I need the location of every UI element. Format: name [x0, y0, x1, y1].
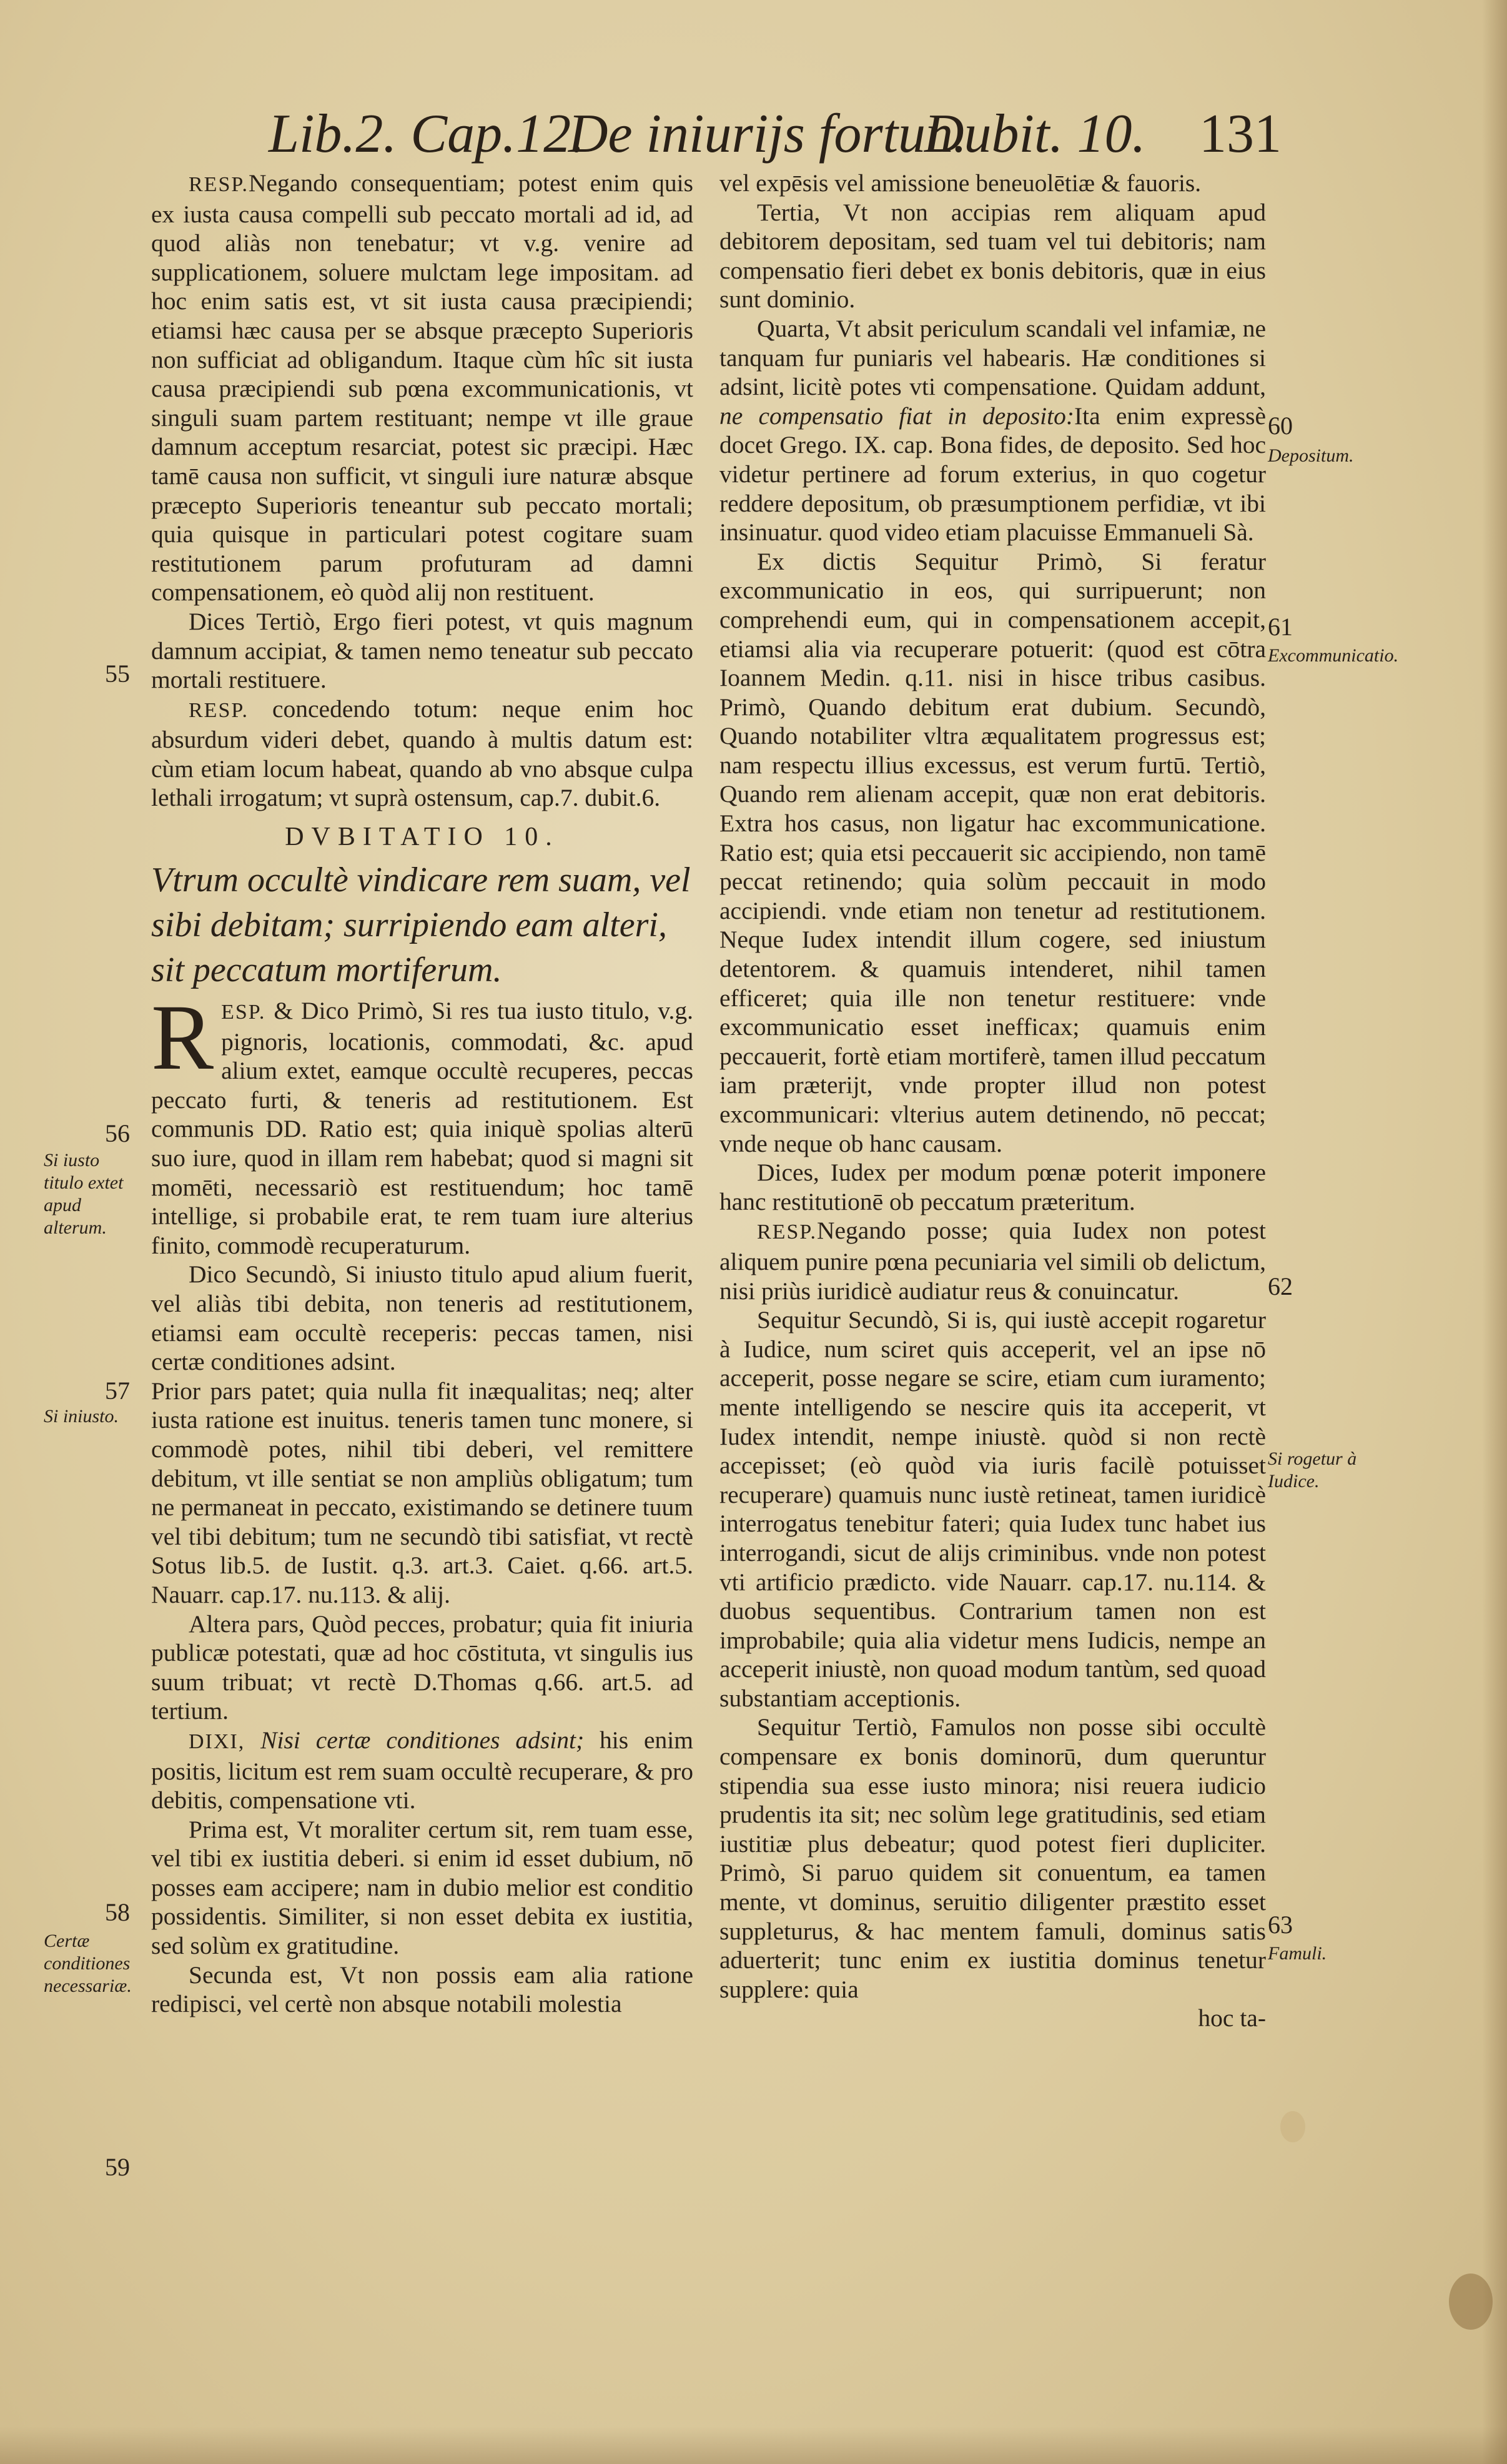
paragraph-text: Prima est, Vt moraliter certum sit, rem tuam esse, vel tibi ex iustitia deberi. si enim id esset dubium, nō posses eam accipere; nam in dubio melior est conditio possidentis. Similiter, si non esset debita ex iustitia, sed solùm ex gratitudine. — [151, 1815, 693, 1960]
margin-note-63: Famuli. — [1268, 1943, 1327, 1964]
italic-phrase: Nisi certæ conditiones adsint; — [260, 1726, 585, 1754]
paragraph — [719, 1713, 1266, 2004]
margin-note-56: Si iusto titulo extet apud alterum. — [44, 1150, 124, 1238]
paragraph-text: Prior pars patet; quia nulla fit inæqualitas; neq; alter iusta ratione est inuitus. teneris tamen tunc monere, si commodè potes, nihil tibi deberi, vel remittere debitum, vt ille sentiat se non ampliùs obligatum; tum ne permaneat in peccato, existimando se detinere tuum vel tibi debitum; tum ne secundò tibi satisfiat, vt rectè Sotus lib.5. de Iustit. q.3. art.3. Caiet. q.66. art.5. Nauarr. cap.17. nu.113. & alij. — [151, 1377, 693, 1608]
margin-note-58: Certæ conditiones necessariæ. — [44, 1931, 132, 1996]
paragraph — [151, 1377, 693, 1610]
paragraph-text: vel expēsis vel amissione beneuolētiæ & fauoris. — [719, 169, 1202, 197]
left-column — [151, 169, 693, 2019]
paragraph — [151, 1726, 693, 1815]
paragraph-text: Quarta, Vt absit periculum scandali vel infamiæ, ne tanquam fur puniaris vel habearis. Hæ conditiones si adsint, licitè potes vti compensatione. Quidam addunt, — [719, 314, 1266, 401]
italic-phrase: ne compensatio fiat in deposito: — [719, 402, 1075, 430]
paragraph — [151, 607, 693, 695]
paragraph-text: Ita enim expressè docet Grego. IX. cap. Bona fides, de deposito. Sed hoc videtur pertinere ad forum exterius, in quo cogetur reddere depositum, ob præsumptionem perfidiæ, vt ibi insinuatur. quod video etiam placuisse Emmanueli Sà. — [719, 402, 1266, 547]
paragraph — [151, 1610, 693, 1726]
header-dubitatio: Dubit. 10. — [924, 104, 1146, 164]
page-edge-shadow — [0, 2427, 1507, 2464]
margin-note-61: Excommunicatio. — [1268, 645, 1399, 666]
paragraph-text: Sequitur Tertiò, Famulos non posse sibi occultè compensare ex bonis dominorū, dum queruntur stipendia sua esse iusto minora; nisi reuera iudicio prudentis ita sit; nec solùm lege gratitudinis, sed etiam iustitiæ plus debeatur; quod potest fieri dupliciter. Primò, Si paruo quidem sit conuentum, ea tamen mente, vt dominus, seruitio diligenter præstito esset suppleturus, & hac mentem famuli, dominus satis aduerterit; tunc enim ex iustitia dominus tenetur supplere: quia — [719, 1713, 1266, 2003]
paragraph-text: Sequitur Secundò, Si is, qui iustè accepit rogaretur à Iudice, num sciret quis acceperit, vel an ipse nō acceperit, posse negare se scire, etiam cum iuramento; mente intelligendo se nescire quis ita acceperit, vt Iudex intendit, nempe iniustè. quòd si non rectè accepisset; (eò quòd via iuris facilè potuisset recuperare) quamuis nunc iustè retineat, tamen iuridicè interrogatus tenebitur fateri; quia Iudex tunc habet ius interrogandi, sicut de alijs criminibus. vnde non potest vti artificio prædicto. vide Nauarr. cap.17. nu.114. & duobus sequentibus. Contrarium tamen non est improbabile; quia alia videtur mens Iudicis, nempe an acceperit iniustè, non quoad modum tantùm, sed quoad substantiam acceptionis. — [719, 1306, 1266, 1712]
resp-label-rest: ESP. — [221, 1001, 266, 1024]
margin-number-57: 57 — [105, 1377, 130, 1405]
page-number: 131 — [1199, 104, 1282, 164]
paragraph-text: Negando posse; quia Iudex non potest aliquem punire pœna pecuniaria vel simili ob delictum, nisi priùs iuridicè audiatur reus & conuincatur. — [719, 1217, 1266, 1305]
paragraph — [151, 169, 693, 607]
dubitatio-heading: DVBITATIO 10. — [285, 823, 560, 852]
paragraph-text: Ex dictis Sequitur Primò, Si feratur excommunicatio in eos, qui surripuerunt; non comprehendi eum, qui in compensationem accepit, etiamsi alia via recuperare potuerit: (quod est cōtra Ioannem Medin. q.11. nisi in hisce tribus casibus. Primò, Quando debitum erat dubium. Secundò, Quando notabiliter vltra æqualitatem progressus est; nam respectu illius excessus, est verum furtū. Tertiò, Quando rem alienam accepit, quæ non erat debitoris. Extra hos casus, non ligatur hac excommunicatione. Ratio est; quia etsi peccauerit sic accipiendo, non tamē peccat retinendo; quia solùm peccauit in modo accipiendi. vnde etiam non tenetur ad restitutionem. Neque Iudex intendit illum cogere, sed iniustum detentorem. & quamuis intenderet, nihil tamen efficeret; quia ille non tenetur restituere: vnde excommunicatio esset inefficax; quamuis enim peccauerit, fortè etiam mortiferè, tamen illud peccatum iam præterijt, vnde propter illud non potest excommunicari: vlterius autem detinendo, nō peccat; vnde neque ob hanc causam. — [719, 547, 1266, 1157]
catchword-text: hoc ta- — [1198, 2004, 1266, 2032]
paragraph — [719, 169, 1266, 198]
paragraph-text: Altera pars, Quòd pecces, probatur; quia fit iniuria publicæ potestati, quæ ad hoc cōstituta, vt singulis ius suum tribuat; vt rectè D.Thomas q.66. art.5. ad tertium. — [151, 1610, 693, 1725]
paragraph — [151, 1260, 693, 1376]
paragraph — [151, 1961, 693, 2019]
paragraph — [719, 198, 1266, 314]
paragraph — [719, 1216, 1266, 1305]
paragraph-text: Tertia, Vt non accipias rem aliquam apud debitorem depositam, sed tuam vel tui debitoris; nam compensatio fieri debet ex bonis debitoris, quæ in eius sunt dominio. — [719, 198, 1266, 314]
paragraph — [151, 695, 693, 813]
drop-cap: R — [151, 986, 214, 1090]
catchword — [719, 2004, 1266, 2033]
right-column — [719, 169, 1266, 2033]
paragraph — [719, 547, 1266, 1158]
header-book-chapter: Lib.2. Cap.12. — [269, 104, 585, 164]
margin-note-57: Si iniusto. — [44, 1406, 119, 1427]
paragraph-text: Dico Secundò, Si iniusto titulo apud alium fuerit, vel aliàs tibi debita, non teneris ad restitutionem, etiamsi eam occultè receperis: peccas tamen, nisi certæ conditiones adsint. — [151, 1260, 693, 1376]
resp-label: RESP. — [189, 698, 249, 722]
paragraph — [719, 1305, 1266, 1713]
page-edge-shadow — [1482, 0, 1507, 2464]
margin-number-62: 62 — [1268, 1272, 1293, 1300]
header-title: De iniurijs fortun. — [568, 104, 967, 164]
margin-number-56: 56 — [105, 1119, 130, 1147]
paragraph — [719, 1158, 1266, 1216]
margin-number-59: 59 — [105, 2153, 130, 2181]
paragraph — [719, 314, 1266, 547]
margin-number-63: 63 — [1268, 1911, 1293, 1939]
resp-label: RESP. — [189, 173, 249, 196]
running-header — [269, 100, 1280, 169]
margin-number-60: 60 — [1268, 412, 1293, 440]
margin-note-60: Depositum. — [1268, 445, 1354, 466]
margin-number-58: 58 — [105, 1898, 130, 1926]
paragraph-text: Dices Tertiò, Ergo fieri potest, vt quis magnum damnum accipiat, & tamen nemo teneatur sub peccato mortali restituere. — [151, 607, 693, 694]
resp-label: RESP. — [757, 1220, 817, 1244]
paragraph-text: Secunda est, Vt non possis eam alia ratione redipisci, vel certè non absque notabili molestia — [151, 1961, 693, 2018]
paragraph-text: his enim positis, licitum est rem suam occultè recuperare, & pro debitis, compensatione vti. — [151, 1726, 694, 1814]
paragraph-text: Dices, Iudex per modum pœnæ poterit imponere hanc restitutionē ob peccatum præteritum. — [719, 1159, 1266, 1215]
dixi-label: DIXI, — [189, 1729, 245, 1753]
paragraph — [151, 986, 693, 1260]
paragraph-text: & Dico Primò, Si res tua iusto titulo, v.g. pignoris, locationis, commodati, &c. apud alium extet, eamque occultè recuperes, peccas peccato furti, & teneris ad restitutionem. Est communis DD. Ratio est; quia iniquè spolias alterū suo iure, quod in illam rem habebat; quod si magni sit momēti, necessariò est restituendum; hoc tamē intellige, si probabile erat, te rem tuam iure alterius finito, commodè recuperaturum. — [151, 997, 693, 1259]
paragraph-text: concedendo totum: neque enim hoc absurdum videri debet, quando à multis datum est: cùm etiam locum habeat, quando ab vno absque culpa lethali irrogatum; vt suprà ostensum, cap.7. dubit.6. — [151, 695, 693, 812]
margin-number-55: 55 — [105, 660, 130, 688]
margin-note-62: Si rogetur à Iudice. — [1268, 1448, 1357, 1492]
paragraph-text: Negando consequentiam; potest enim quis ex iusta causa compelli sub peccato mortali ad id, ad quod aliàs non tenebatur; vt v.g. venire ad supplicationem, soluere mulctam lege impositam. ad hoc enim satis est, vt sit iusta causa præcipiendi; etiamsi hæc causa per se absque præcepto Superioris non sufficiat ad obligandum. Itaque cùm hîc sit iusta causa præcipiendi sub pœna excommunicationis, vt singuli suam partem restituant; nempe vt ille graue damnum acceptum resarciat, potest sic præcipi. Hæc tamē causa non sufficit, vt singuli iure naturæ absque præcepto Superioris teneantur sub peccato mortali; quia quisque in particulari potest cogitare suam restitutionem parum profuturam ad damni compensationem, eò quòd alij non restituent. — [151, 169, 693, 606]
question-title: Vtrum occultè vindicare rem suam, vel sibi debitam; surripiendo eam alteri, sit peccatum mortiferum. — [151, 861, 691, 990]
paper-stain — [1280, 2111, 1305, 2142]
margin-number-61: 61 — [1268, 613, 1293, 641]
paragraph — [151, 1815, 693, 1961]
